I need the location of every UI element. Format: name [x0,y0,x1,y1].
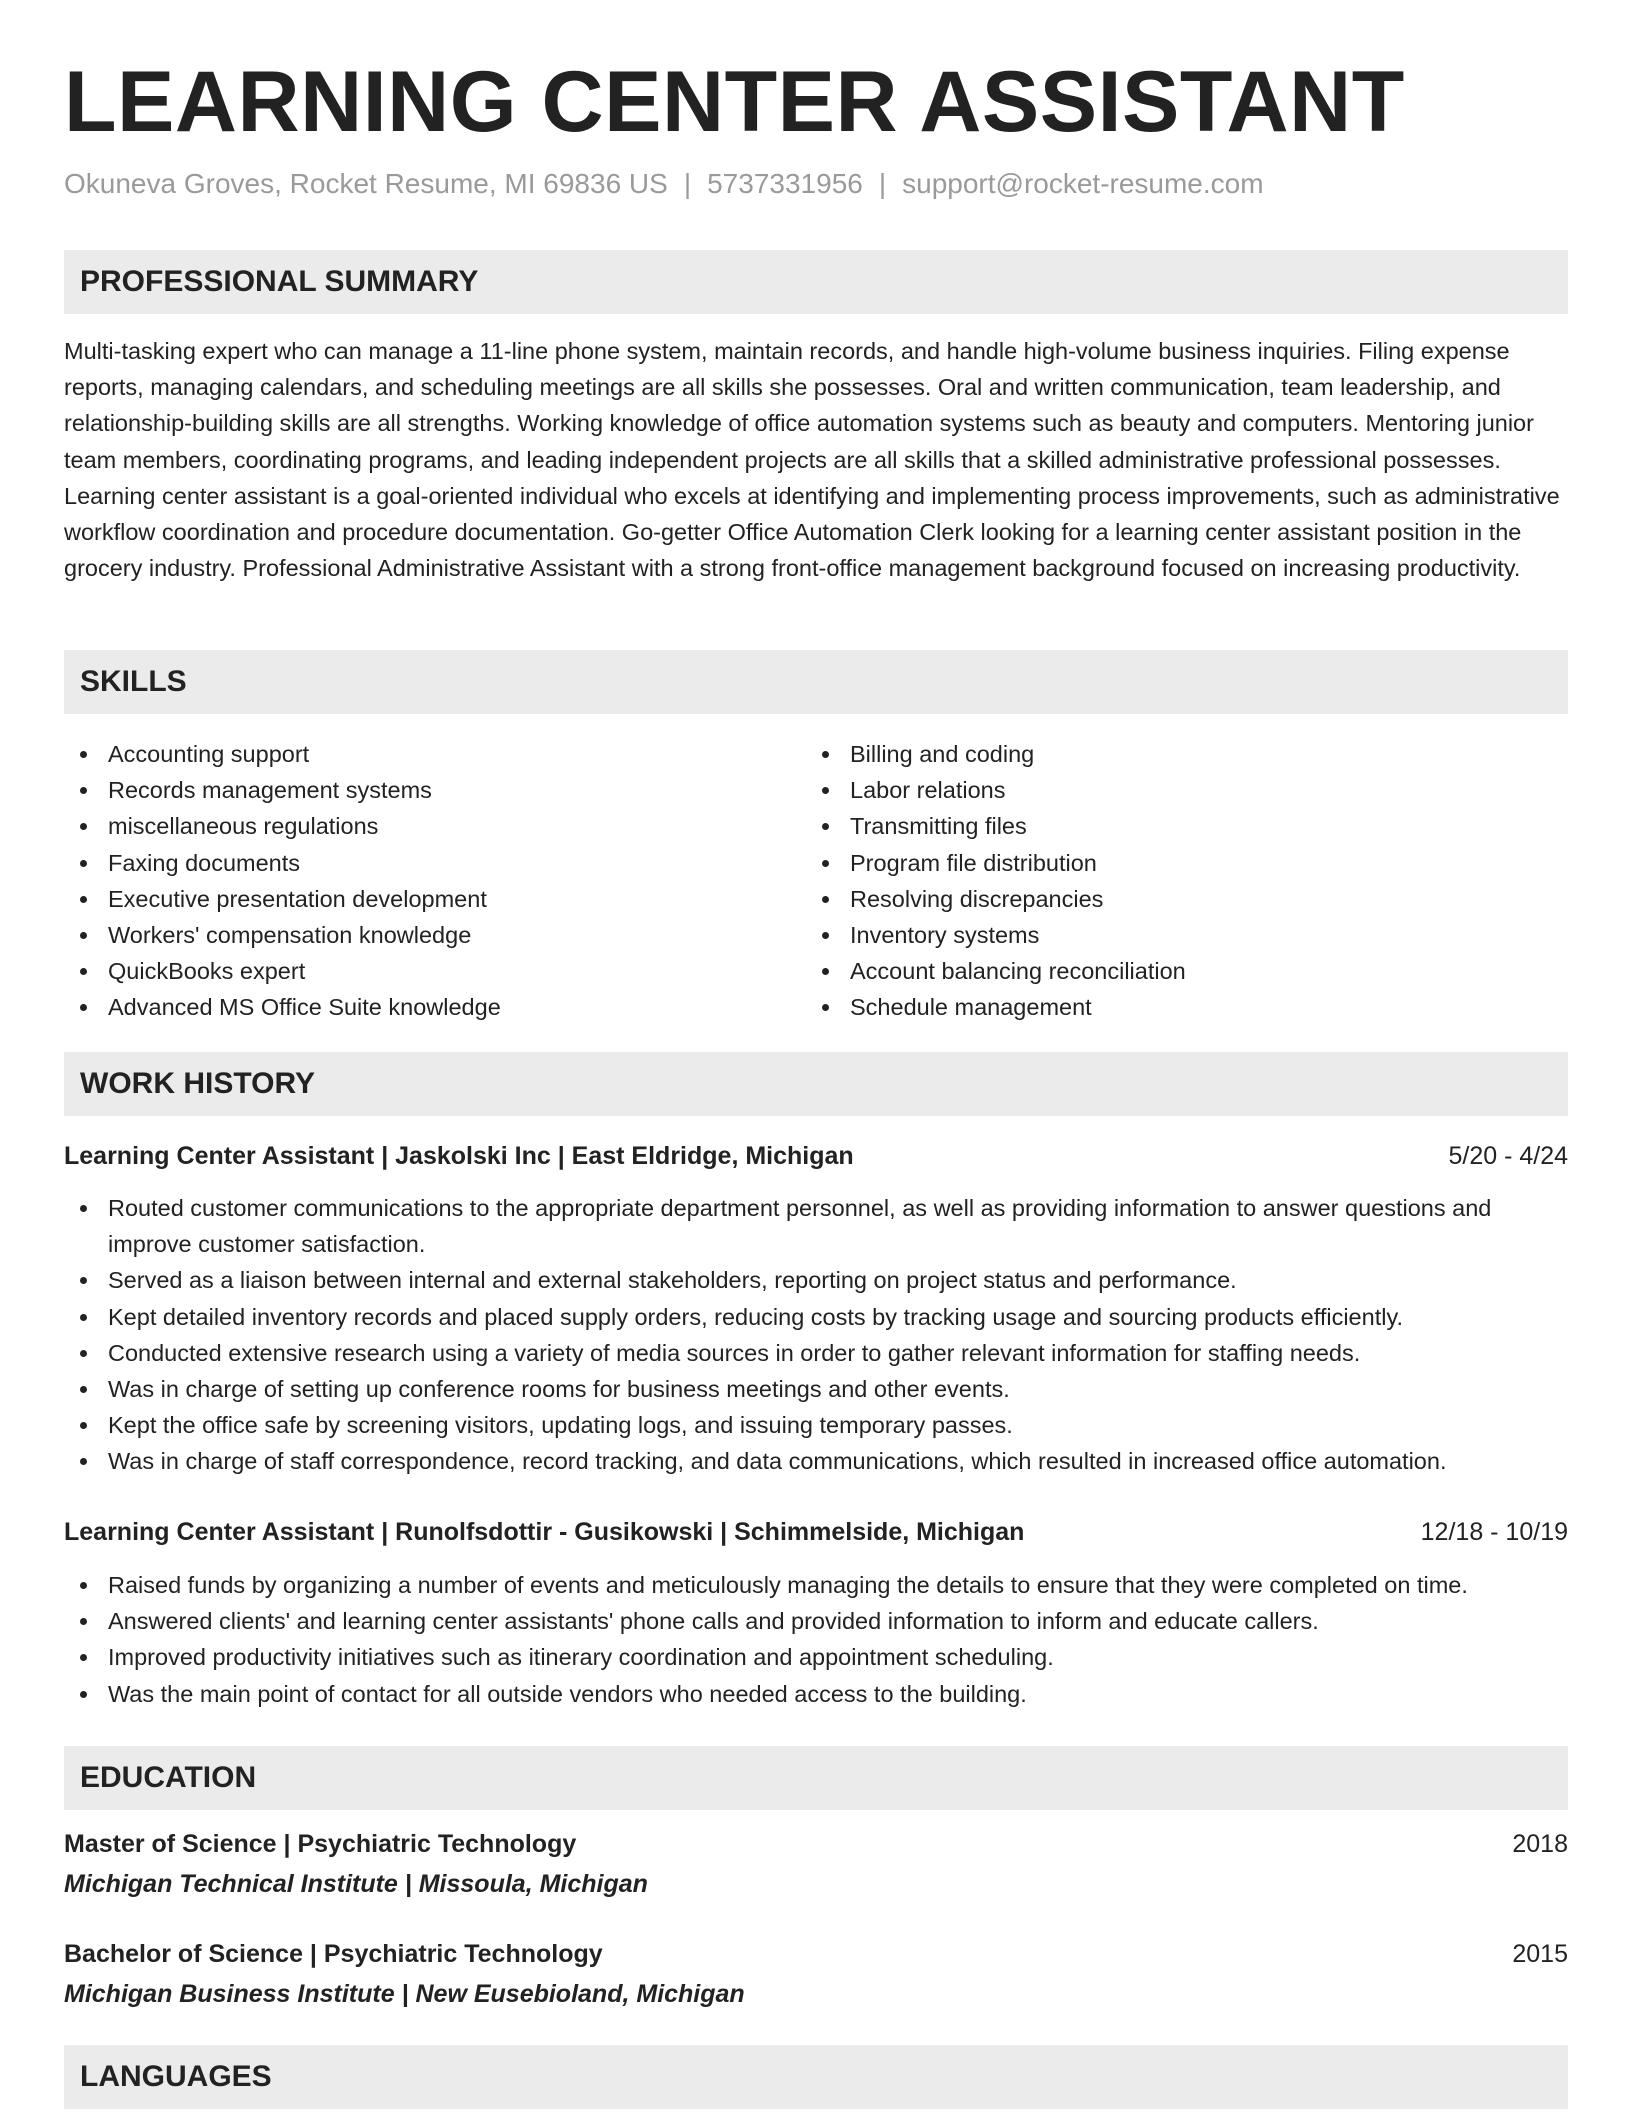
job-bullet: Routed customer communications to the appropriate department personnel, as well as providing information to answer questions and improve customer satisfaction. [64,1190,1568,1262]
job-bullet: Was in charge of setting up conference rooms for business meetings and other events. [64,1371,1568,1407]
skill-item: Faxing documents [64,845,804,881]
job-bullet: Improved productivity initiatives such as itinerary coordination and appointment scheduling. [64,1639,1568,1675]
contact-separator: | [683,168,692,199]
job-title [64,1138,1568,1174]
job-bullet: Was in charge of staff correspondence, record tracking, and data communications, which resulted in increased office automation. [64,1443,1568,1479]
skill-item: Inventory systems [806,917,1546,953]
skills-list-left [64,736,804,1026]
job-bullet: Raised funds by organizing a number of events and meticulously managing the details to ensure that they were completed on time. [64,1567,1568,1603]
skills-list-right [806,736,1546,1026]
skill-item: Account balancing reconciliation [806,953,1546,989]
job-bullet: Served as a liaison between internal and external stakeholders, reporting on project status and performance. [64,1262,1568,1298]
skill-item: Resolving discrepancies [806,881,1546,917]
job-bullet: Kept detailed inventory records and placed supply orders, reducing costs by tracking usage and sourcing products efficiently. [64,1299,1568,1335]
job-dates: 5/20 - 4/24 [1448,1142,1568,1170]
skill-item: Workers' compensation knowledge [64,917,804,953]
job-title [64,1514,1568,1550]
job-title-text: Learning Center Assistant | Runolfsdottir - Gusikowski | Schimmelside, Michigan [64,1518,1025,1546]
email-text: support@rocket-resume.com [902,168,1264,199]
skill-item: Schedule management [806,989,1546,1025]
skill-item: miscellaneous regulations [64,808,804,844]
job-bullets [64,1567,1568,1712]
contact-line [64,164,1264,204]
skill-item: Billing and coding [806,736,1546,772]
job-title-text: Learning Center Assistant | Jaskolski Inc | East Eldridge, Michigan [64,1142,854,1170]
skill-item: QuickBooks expert [64,953,804,989]
school-line: Michigan Business Institute | New Eusebioland, Michigan [64,1980,745,2008]
skill-item: Records management systems [64,772,804,808]
skill-item: Labor relations [806,772,1546,808]
school-line: Michigan Technical Institute | Missoula, Michigan [64,1870,648,1898]
resume-title: LEARNING CENTER ASSISTANT [64,54,1405,150]
contact-separator: | [878,168,887,199]
skill-item: Advanced MS Office Suite knowledge [64,989,804,1025]
degree-text: Master of Science | Psychiatric Technology [64,1830,577,1858]
skill-item: Program file distribution [806,845,1546,881]
skills-heading: SKILLS [64,650,1568,714]
degree-year: 2015 [1512,1940,1568,1968]
degree-year: 2018 [1512,1830,1568,1858]
job-bullet: Conducted extensive research using a variety of media sources in order to gather relevant information for staffing needs. [64,1335,1568,1371]
summary-heading: PROFESSIONAL SUMMARY [64,250,1568,314]
phone-text: 5737331956 [707,168,863,199]
job-dates: 12/18 - 10/19 [1420,1518,1568,1546]
degree-line [64,1936,1568,1972]
skill-item: Accounting support [64,736,804,772]
job-bullet: Kept the office safe by screening visitors, updating logs, and issuing temporary passes. [64,1407,1568,1443]
address-text: Okuneva Groves, Rocket Resume, MI 69836 US [64,168,668,199]
degree-text: Bachelor of Science | Psychiatric Technology [64,1940,603,1968]
work-history-heading: WORK HISTORY [64,1052,1568,1116]
job-bullets [64,1190,1568,1480]
degree-line [64,1826,1568,1862]
languages-heading: LANGUAGES [64,2045,1568,2109]
education-heading: EDUCATION [64,1746,1568,1810]
skill-item: Transmitting files [806,808,1546,844]
job-bullet: Was the main point of contact for all outside vendors who needed access to the building. [64,1676,1568,1712]
skill-item: Executive presentation development [64,881,804,917]
job-bullet: Answered clients' and learning center assistants' phone calls and provided information to inform and educate callers. [64,1603,1568,1639]
summary-text: Multi-tasking expert who can manage a 11-line phone system, maintain records, and handle high-volume business inquiries. Filing expense reports, managing calendars, and scheduling meetings are all skills she possesses. Oral and written communication, team leadership, and relationship-building skills are all strengths. Working knowledge of office automation systems such as beauty and computers. Mentoring junior team members, coordinating programs, and leading independent projects are all skills that a skilled administrative professional possesses. Learning center assistant is a goal-oriented individual who excels at identifying and implementing process improvements, such as administrative workflow coordination and procedure documentation. Go-getter Office Automation Clerk looking for a learning center assistant position in the grocery industry. Professional Administrative Assistant with a strong front-office management background focused on increasing productivity. [64,338,1560,582]
